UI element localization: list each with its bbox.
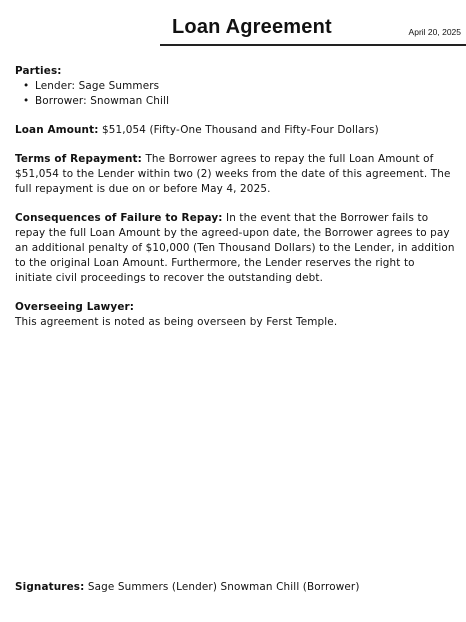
consequences-section <box>15 211 455 286</box>
parties-heading: Parties: <box>15 65 62 77</box>
consequences-label: Consequences of Failure to Repay: <box>15 212 223 224</box>
loan-amount-section <box>15 123 455 138</box>
party-lender: • Lender: Sage Summers <box>35 79 455 94</box>
lawyer-text: This agreement is noted as being overseen by Ferst Temple. <box>15 316 338 328</box>
document-title: Loan Agreement <box>172 16 332 38</box>
document-header <box>160 16 466 46</box>
terms-text: The Borrower agrees to repay the full Loan Amount of $51,054 to the Lender within two (2) weeks from the date of this agreement. The full repayment is due on or before May 4, 2025. <box>15 153 451 195</box>
signatures-label: Signatures: <box>15 581 85 593</box>
lawyer-heading: Overseeing Lawyer: <box>15 301 135 313</box>
terms-section <box>15 152 455 197</box>
signatures-section <box>15 580 455 595</box>
parties-list <box>15 79 455 109</box>
document-body <box>15 64 455 344</box>
parties-section <box>15 64 455 109</box>
party-borrower: • Borrower: Snowman Chill <box>35 94 455 109</box>
loan-amount-text: $51,054 (Fifty-One Thousand and Fifty-Four Dollars) <box>101 124 379 136</box>
document-date: April 20, 2025 <box>408 27 461 37</box>
signatures-text: Sage Summers (Lender) Snowman Chill (Borrower) <box>87 581 360 593</box>
loan-amount-label: Loan Amount: <box>15 124 99 136</box>
lawyer-section <box>15 300 455 330</box>
terms-label: Terms of Repayment: <box>15 153 142 165</box>
consequences-text: In the event that the Borrower fails to repay the full Loan Amount by the agreed-upon date, the Borrower agrees to pay an additional penalty of $10,000 (Ten Thousand Dollars) to the Lender, in addition to the original Loan Amount. Furthermore, the Lender reserves the right to initiate civil proceedings to recover the outstanding debt. <box>15 212 455 284</box>
